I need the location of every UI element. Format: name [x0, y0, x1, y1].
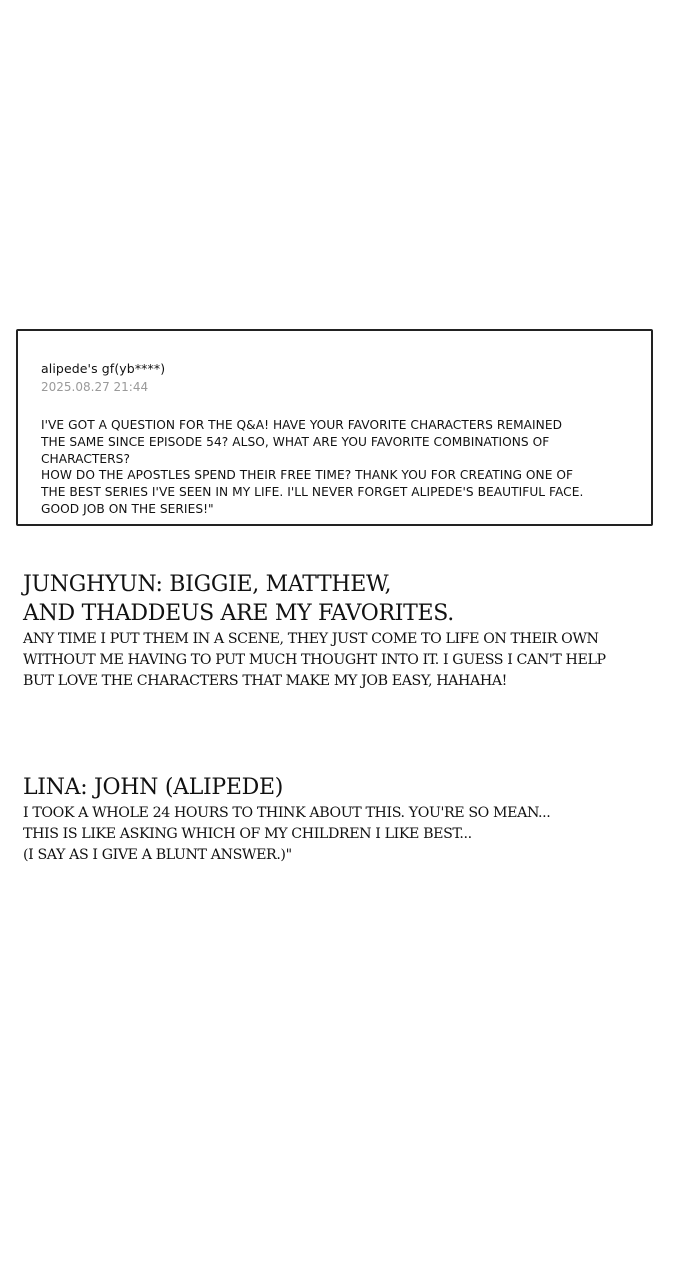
answer-body: I TOOK A WHOLE 24 HOURS TO THINK ABOUT THIS. YOU'RE SO MEAN... THIS IS LIKE ASKING WHICH OF MY CHILDREN I LIKE BEST... (I SAY AS I GIVE A BLUNT ANSWER.)" — [23, 805, 551, 863]
answer-body: ANY TIME I PUT THEM IN A SCENE, THEY JUST COME TO LIFE ON THEIR OWN WITHOUT ME HAVING TO PUT MUCH THOUGHT INTO IT. I GUESS I CAN'T HELP BUT LOVE THE CHARACTERS THAT MAKE MY JOB EASY, HAHAHA! — [23, 631, 606, 689]
question-comment-box — [16, 329, 653, 526]
answer-heading: LINA: JOHN (ALIPEDE) — [23, 775, 284, 800]
comment-body: I'VE GOT A QUESTION FOR THE Q&A! HAVE YOUR FAVORITE CHARACTERS REMAINED THE SAME SINCE EPISODE 54? ALSO, WHAT ARE YOU FAVORITE COMBINATIONS OF CHARACTERS? HOW DO THE APOSTLES SPEND THEIR FREE TIME? THANK YOU FOR CREATING ONE OF THE BEST SERIES I'VE SEEN IN MY LIFE. I'LL NEVER FORGET ALIPEDE'S BEAUTIFUL FACE. GOOD JOB ON THE SERIES!" — [41, 418, 584, 516]
answer-junghyun — [23, 570, 663, 692]
comment-date: 2025.08.27 21:44 — [41, 380, 149, 394]
answer-heading: JUNGHYUN: BIGGIE, MATTHEW, AND THADDEUS ARE MY FAVORITES. — [23, 572, 454, 626]
comment-author: alipede's gf(yb****) — [41, 361, 166, 376]
answer-lina — [23, 773, 663, 866]
